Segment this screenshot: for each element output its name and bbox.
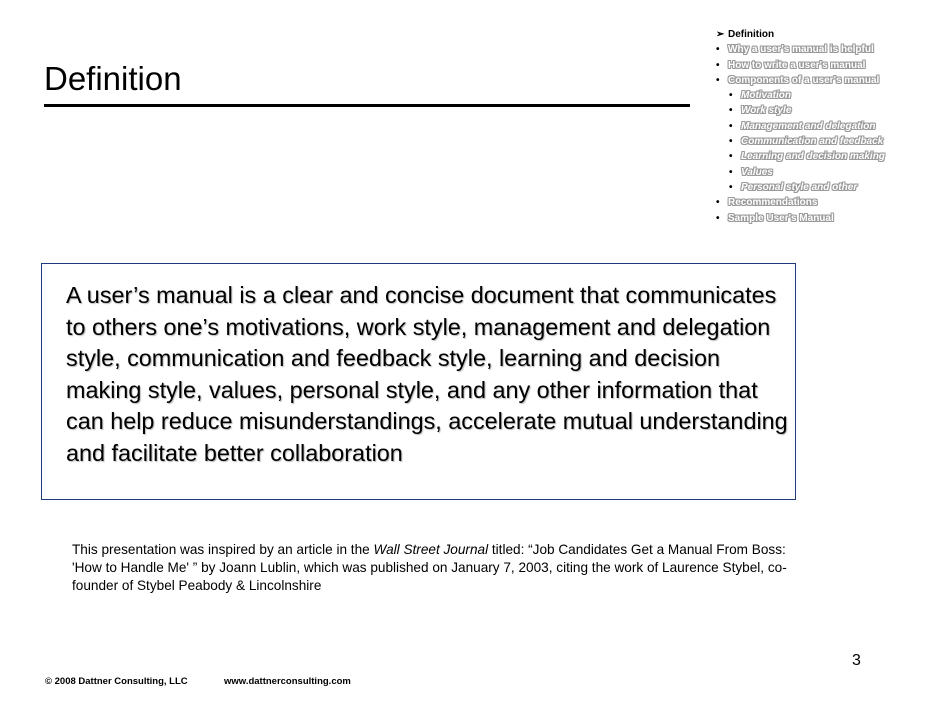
outline-subitem-work-style	[716, 103, 885, 118]
source-note	[72, 541, 802, 595]
outline-subitem-management	[716, 119, 885, 134]
slide-title: Definition	[44, 60, 182, 97]
bullet-icon: •	[716, 44, 720, 56]
outline-item-label: Personal style and other	[741, 181, 858, 193]
agenda-outline	[716, 27, 885, 226]
arrow-bullet-icon: ➢	[716, 29, 725, 40]
bullet-icon: •	[729, 105, 733, 117]
bullet-icon: •	[716, 212, 720, 224]
bullet-icon: •	[729, 181, 733, 193]
footer-copyright: © 2008 Dattner Consulting, LLC	[45, 676, 188, 687]
bullet-icon: •	[729, 166, 733, 178]
outline-subitem-learning	[716, 149, 885, 164]
outline-item-label: How to write a user's manual	[728, 59, 866, 71]
outline-item-label: Recommendations	[728, 197, 818, 209]
outline-item-label: Components of a user's manual	[728, 74, 880, 86]
title-underline	[44, 104, 690, 107]
outline-item-components	[716, 73, 885, 88]
outline-item-sample-manual	[716, 211, 885, 226]
source-note-intro: This presentation was inspired by an article in the	[72, 542, 374, 557]
outline-subitem-values	[716, 165, 885, 180]
page-number: 3	[852, 652, 861, 669]
outline-item-label: Sample User's Manual	[728, 212, 834, 224]
outline-item-how-to-write	[716, 58, 885, 73]
outline-item-label: Definition	[728, 29, 775, 40]
bullet-icon: •	[729, 90, 733, 102]
outline-item-label: Communication and feedback	[741, 136, 884, 148]
outline-item-label: Management and delegation	[741, 120, 876, 132]
definition-text: A user’s manual is a clear and concise document that communicates to others one’s motivations, work style, management and delegation style, communication and feedback style, learning and decision making style, values, personal style, and any other information that can help reduce misunderstandings, accelerate mutual understanding and facilitate better collaboration	[66, 282, 788, 466]
bullet-icon: •	[729, 136, 733, 148]
source-note-details: titled: “Job Candidates Get a Manual From Boss: 'How to Handle Me' ” by Joann Lublin, which was published on January 7, 2003, citing the work of Laurence Stybel, co-founder of Stybel Peabody & Lincolnshire	[72, 542, 787, 593]
outline-subitem-communication	[716, 134, 885, 149]
bullet-icon: •	[716, 74, 720, 86]
outline-item-label: Motivation	[741, 90, 791, 102]
outline-item-label: Work style	[741, 105, 792, 117]
outline-item-recommendations	[716, 195, 885, 210]
bullet-icon: •	[716, 59, 720, 71]
footer-url: www.dattnerconsulting.com	[224, 676, 351, 687]
outline-item-label: Values	[741, 166, 773, 178]
outline-item-label: Why a user's manual is helpful	[728, 44, 874, 56]
outline-subitem-personal-style	[716, 180, 885, 195]
outline-item-definition	[716, 27, 885, 42]
outline-item-label: Learning and decision making	[741, 151, 885, 163]
bullet-icon: •	[729, 151, 733, 163]
bullet-icon: •	[729, 120, 733, 132]
bullet-icon: •	[716, 197, 720, 209]
outline-subitem-motivation	[716, 88, 885, 103]
publication-name: Wall Street Journal	[373, 542, 489, 557]
outline-item-why-helpful	[716, 42, 885, 57]
definition-box	[41, 263, 796, 500]
